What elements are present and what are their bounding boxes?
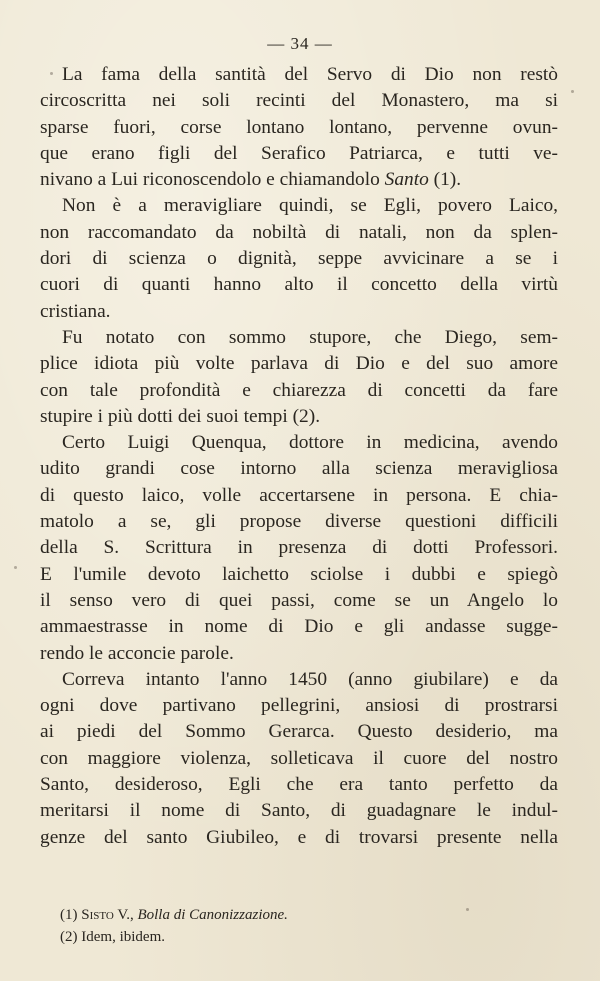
paper-speck: [50, 72, 53, 75]
text-line-12: plice idiota più volte parlava di Dio e del suo amore: [40, 353, 558, 375]
text-line-5-main: nivano a Lui riconoscendolo e chiamandolo: [40, 169, 385, 191]
text-line-28: Santo, desideroso, Egli che era tanto perfetto da: [40, 774, 558, 796]
paper-speck: [466, 908, 469, 911]
paper-speck: [14, 566, 17, 569]
text-line-27: con maggiore violenza, solleticava il cuore del nostro: [40, 747, 558, 769]
text-line-30: genze del santo Giubileo, e di trovarsi presente nella: [40, 826, 558, 848]
text-line-25: ogni dove partivano pellegrini, ansiosi di prostrarsi: [40, 695, 558, 717]
footnote-1-title: Bolla di Canonizzazione.: [137, 907, 288, 923]
text-line-17: di questo laico, volle accertarsene in persona. E chia-: [40, 484, 558, 506]
text-line-20: E l'umile devoto laichetto sciolse i dubbi e spiegò: [40, 563, 558, 585]
footnote-2: [60, 926, 560, 948]
footnote-1-mark: (1): [60, 907, 78, 923]
text-line-19: della S. Scrittura in presenza di dotti Professori.: [40, 537, 558, 559]
emphasis-santo: Santo: [384, 169, 429, 191]
text-line-1: La fama della santità del Servo di Dio non restò: [62, 64, 558, 85]
paper-speck: [571, 90, 574, 93]
text-line-8: dori di scienza o dignità, seppe avvicinare a se i: [40, 248, 558, 270]
text-line-11: Fu notato con sommo stupore, che Diego, sem-: [62, 326, 558, 348]
text-line-4: que erano figli del Serafico Patriarca, e tutti ve-: [40, 142, 558, 164]
text-line-24: Correva intanto l'anno 1450 (anno giubilare) e da: [62, 668, 558, 690]
text-line-10: cristiana.: [40, 300, 111, 322]
page-number: — 34 —: [267, 34, 333, 53]
footnote-2-mark: (2): [60, 929, 78, 945]
text-line-9: cuori di quanti hanno alto il concetto della virtù: [40, 274, 558, 296]
text-line-6: Non è a meravigliare quindi, se Egli, povero Laico,: [62, 195, 558, 217]
text-line-14: stupire i più dotti dei suoi tempi (2).: [40, 405, 321, 427]
text-line-13: con tale profondità e chiarezza di concetti da fare: [40, 379, 558, 401]
text-line-7: non raccomandato da nobiltà di natali, non da splen-: [40, 221, 558, 243]
text-line-5: [40, 167, 558, 193]
text-line-15: Certo Luigi Quenqua, dottore in medicina, avendo: [62, 432, 558, 454]
footnote-ref-1: (1).: [428, 169, 462, 191]
footnote-2-text: Idem, ibidem.: [81, 929, 165, 945]
text-line-22: ammaestrasse in nome di Dio e gli andasse sugge-: [40, 616, 558, 638]
text-line-18: matolo a se, gli propose diverse questioni difficili: [40, 511, 558, 533]
footnote-1: [60, 904, 560, 926]
text-line-26: ai piedi del Sommo Gerarca. Questo desiderio, ma: [40, 721, 558, 743]
text-line-16: udito grandi cose intorno alla scienza meravigliosa: [40, 458, 558, 480]
text-line-2: circoscritta nei soli recinti del Monastero, ma si: [40, 90, 558, 112]
text-line-3: sparse fuori, corse lontano lontano, pervenne ovun-: [40, 116, 558, 138]
body-text: [40, 62, 558, 851]
text-line-23: rendo le acconcie parole.: [40, 642, 234, 664]
text-line-29: meritarsi il nome di Santo, di guadagnare le indul-: [40, 800, 558, 822]
footnote-1-author: Sisto V.,: [81, 907, 134, 923]
footnotes: [60, 904, 560, 948]
text-line-21: il senso vero di quei passi, come se un Angelo lo: [40, 589, 558, 611]
